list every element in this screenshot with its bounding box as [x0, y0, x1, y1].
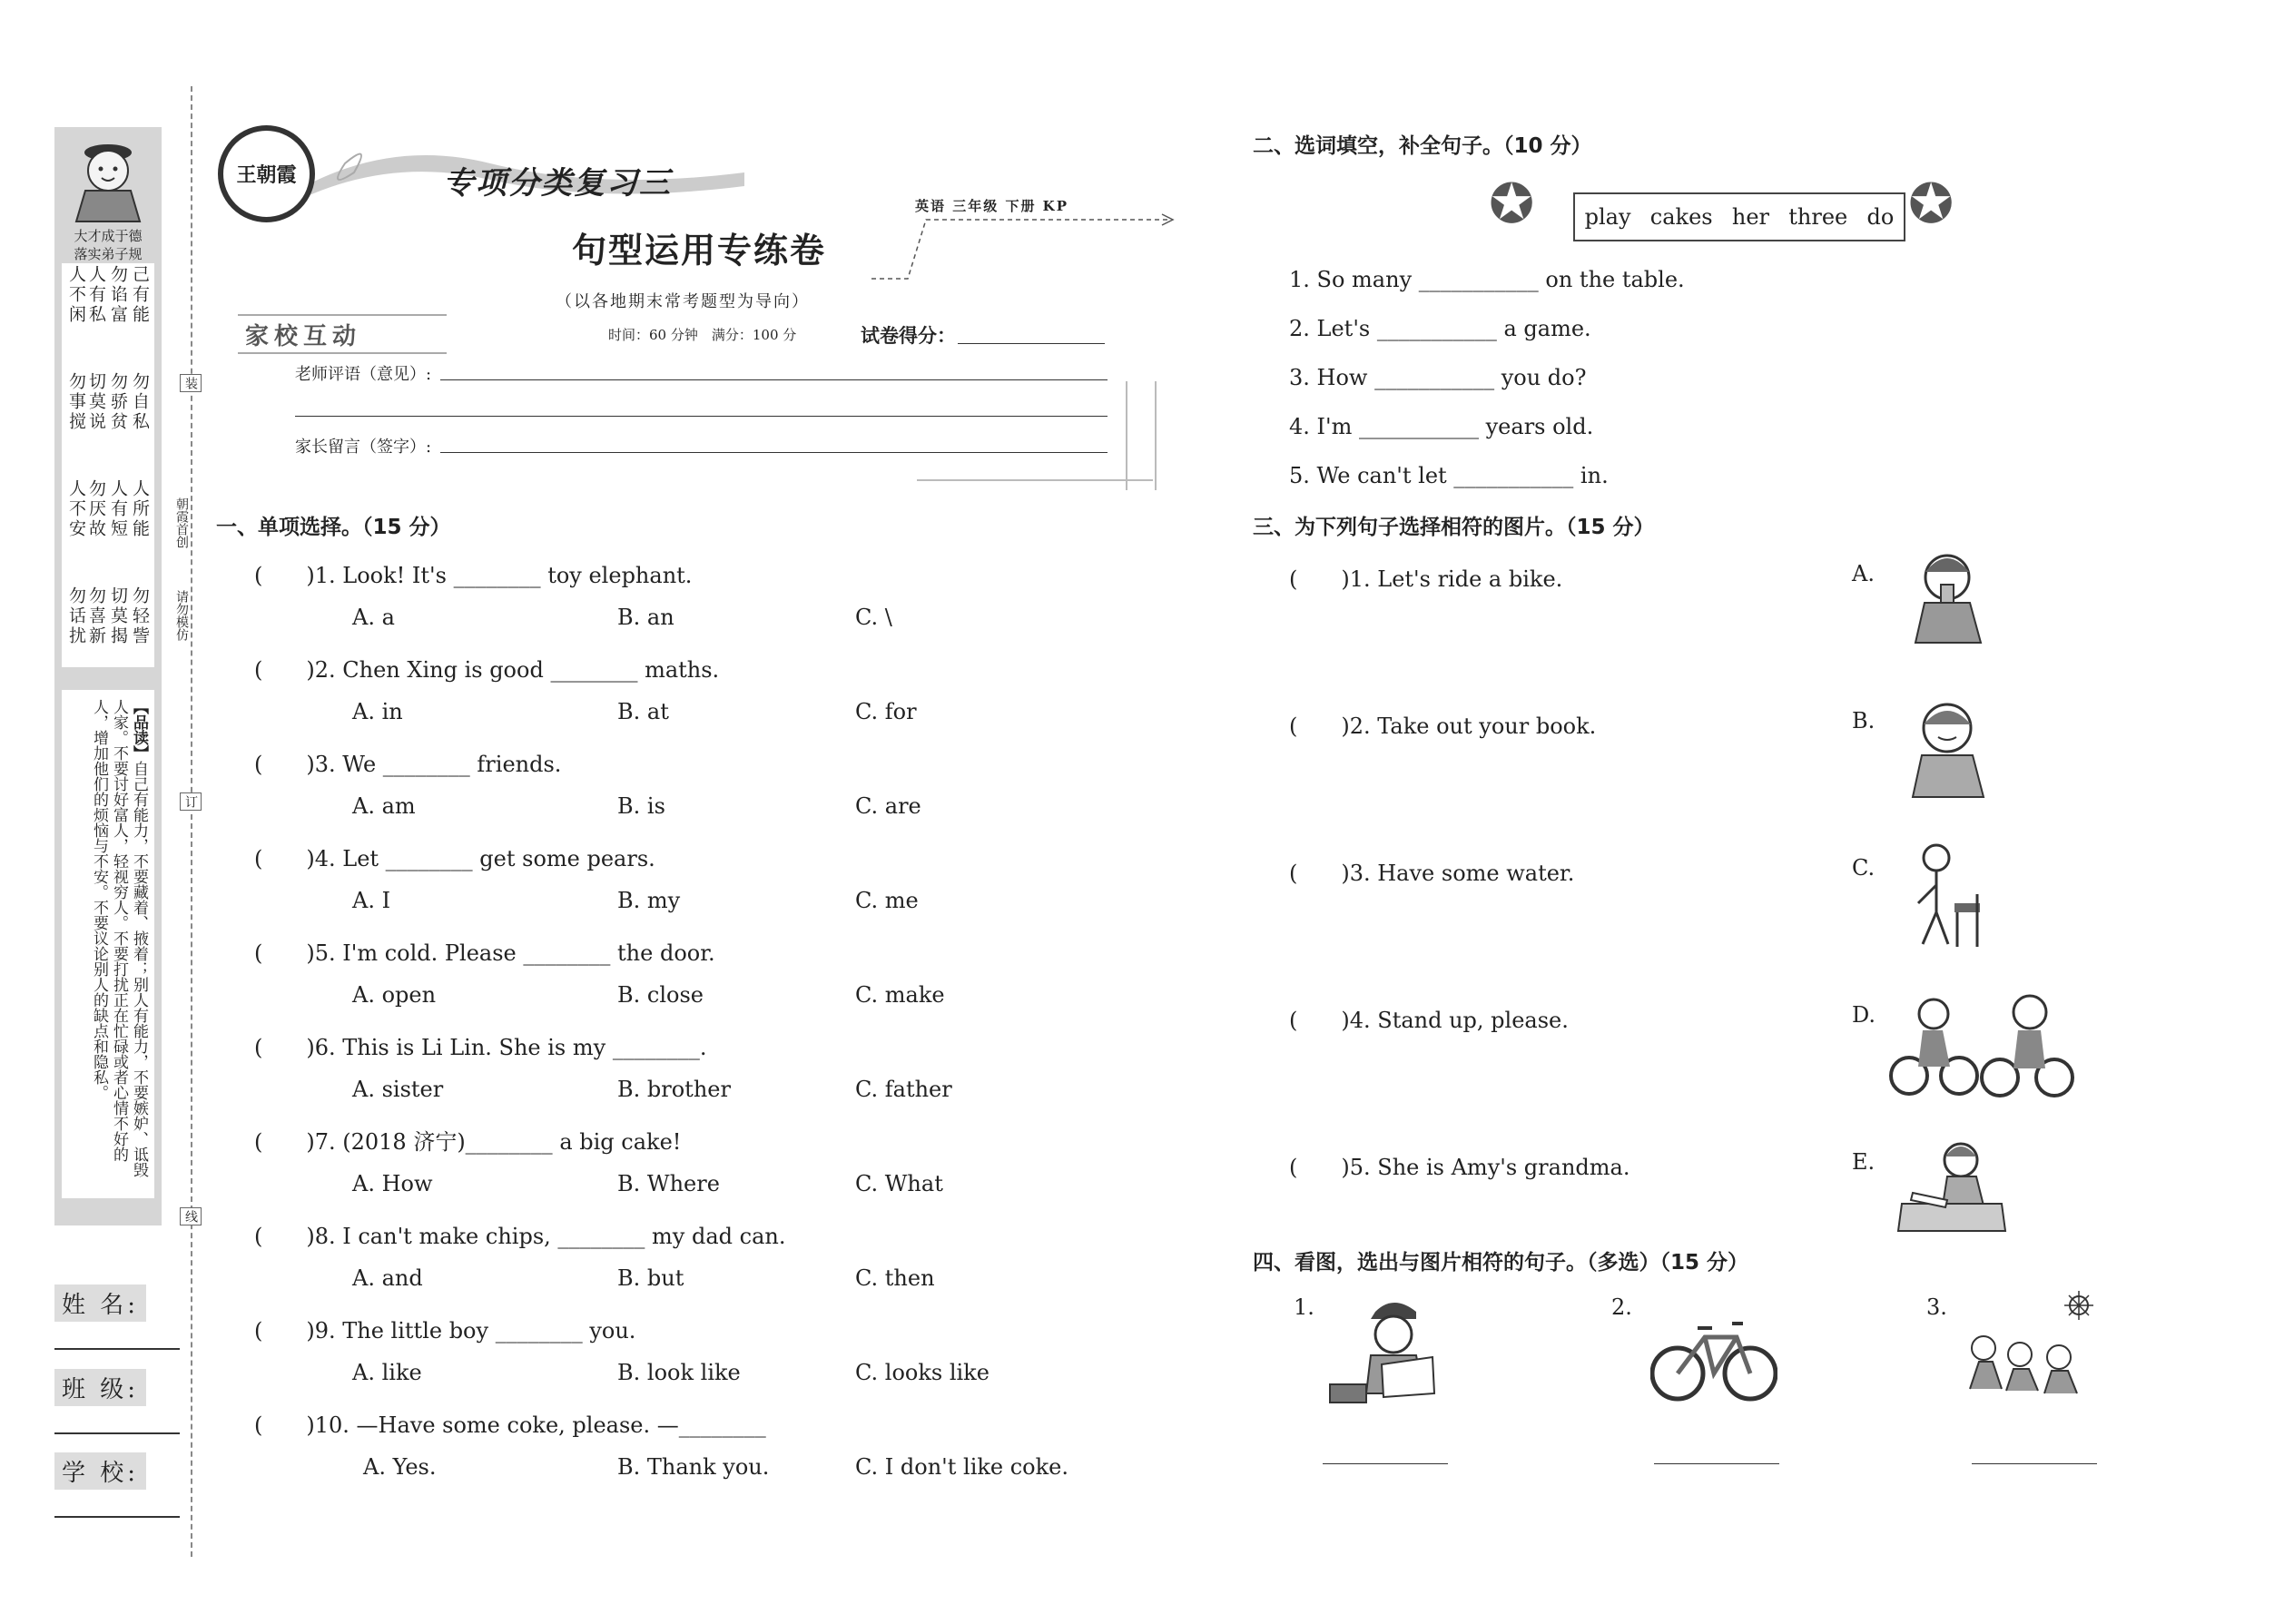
option[interactable]: B. Where	[617, 1171, 720, 1196]
bicycle-picture	[1650, 1305, 1777, 1405]
option[interactable]: C. looks like	[855, 1360, 989, 1385]
question-stem: ( )2. Chen Xing is good ________ maths.	[254, 657, 720, 683]
option[interactable]: B. at	[617, 699, 669, 724]
option[interactable]: A. and	[352, 1265, 423, 1291]
motto-col: 人不闲	[66, 265, 86, 325]
picture-number: 2.	[1611, 1294, 1632, 1320]
option[interactable]: A. I	[352, 888, 391, 913]
word-bank	[1573, 192, 1905, 241]
cut-line	[191, 86, 192, 1557]
parent-note-label: 家长留言（签字）:	[295, 438, 432, 457]
option[interactable]: A. How	[352, 1171, 433, 1196]
cut-label: 装	[180, 374, 202, 392]
star-icon: ✪	[1908, 172, 1954, 236]
option[interactable]: B. brother	[617, 1077, 731, 1102]
motto-col: 勿话扰	[66, 586, 86, 646]
answer-line[interactable]	[1323, 1463, 1448, 1464]
option[interactable]: C. father	[855, 1077, 952, 1102]
motto-col: 勿自私	[130, 372, 150, 432]
grade-tags: 英语 三年级 下册 KP	[915, 198, 1068, 214]
girl-with-book-picture	[1893, 1133, 2011, 1237]
match-sentence[interactable]: ( )1. Let's ride a bike.	[1289, 566, 1563, 592]
picture-letter: D.	[1852, 1002, 1876, 1028]
question-stem: ( )9. The little boy ________ you.	[254, 1318, 636, 1343]
motto-line: 大才成于德	[74, 228, 143, 244]
name-label: 姓 名:	[54, 1284, 146, 1322]
question-stem: ( )3. We ________ friends.	[254, 752, 562, 777]
answer-line[interactable]	[1972, 1463, 2097, 1464]
score-line[interactable]	[958, 343, 1105, 344]
decor-lines	[1126, 381, 1157, 490]
option[interactable]: B. but	[617, 1265, 684, 1291]
option[interactable]: B. an	[617, 605, 674, 630]
fill-sentence[interactable]: 1. So many ___________ on the table.	[1289, 267, 1685, 292]
time-score-info: 时间：60 分钟 满分：100 分	[608, 327, 797, 343]
side-note-line: 请勿模仿	[174, 590, 189, 641]
picture-letter: C.	[1852, 855, 1876, 881]
match-sentence[interactable]: ( )3. Have some water.	[1289, 861, 1575, 886]
cut-label: 线	[180, 1207, 202, 1225]
fill-sentence[interactable]: 3. How ___________ you do?	[1289, 365, 1587, 390]
option[interactable]: C. What	[855, 1171, 943, 1196]
answer-line[interactable]	[1654, 1463, 1779, 1464]
parent-note-line[interactable]	[440, 452, 1108, 453]
option[interactable]: A. a	[352, 605, 395, 630]
match-sentence[interactable]: ( )2. Take out your book.	[1289, 714, 1597, 739]
option[interactable]: A. open	[352, 982, 437, 1008]
option[interactable]: A. sister	[352, 1077, 444, 1102]
motto-col: 勿谄富	[108, 265, 128, 325]
option[interactable]: C. \	[855, 605, 892, 630]
picture-number: 3.	[1926, 1294, 1947, 1320]
motto-col: 勿厌故	[86, 479, 106, 539]
option[interactable]: B. look like	[617, 1360, 741, 1385]
option[interactable]: C. for	[855, 699, 917, 724]
publisher-logo	[218, 125, 315, 222]
option[interactable]: C. I don't like coke.	[855, 1454, 1069, 1480]
match-sentence[interactable]: ( )5. She is Amy's grandma.	[1289, 1155, 1630, 1180]
reading-text	[69, 699, 149, 1189]
score-label: 试卷得分：	[861, 324, 956, 347]
fill-sentence[interactable]: 4. I'm ___________ years old.	[1289, 414, 1594, 439]
girl-drinking-picture	[1897, 545, 1997, 645]
word-bank-item: three	[1788, 204, 1848, 230]
side-note	[174, 497, 189, 548]
question-stem: ( )8. I can't make chips, ________ my dad can.	[254, 1224, 786, 1249]
question-stem: ( )6. This is Li Lin. She is my ________.	[254, 1035, 707, 1060]
motto-col: 勿事搅	[66, 372, 86, 432]
side-note	[174, 590, 189, 641]
question-stem: ( )4. Let ________ get some pears.	[254, 846, 655, 871]
match-sentence[interactable]: ( )4. Stand up, please.	[1289, 1008, 1569, 1033]
motto-col: 切莫说	[86, 372, 106, 432]
option[interactable]: C. make	[855, 982, 945, 1008]
picture-letter: A.	[1852, 561, 1875, 586]
word-bank-item: play	[1584, 204, 1631, 230]
option[interactable]: A. like	[352, 1360, 422, 1385]
section2-title: 二、选词填空，补全句子。（10 分）	[1253, 134, 1592, 158]
grandma-picture	[1902, 692, 1993, 799]
class-line[interactable]	[54, 1432, 180, 1434]
motto-col: 人有私	[86, 265, 106, 325]
section3-title: 三、为下列句子选择相符的图片。（15 分）	[1253, 516, 1655, 539]
paper-title: 句型运用专练卷	[572, 230, 827, 271]
boy-standing-picture	[1905, 840, 1986, 953]
word-bank-item: do	[1866, 204, 1895, 230]
option[interactable]: B. close	[617, 982, 704, 1008]
picture-number: 1.	[1294, 1294, 1314, 1320]
boy-mascot-icon	[65, 134, 151, 223]
motto-col: 切莫揭	[108, 586, 128, 646]
motto-line: 落实弟子规	[74, 246, 143, 262]
motto-col: 勿轻訾	[130, 586, 150, 646]
class-label: 班 级:	[54, 1369, 146, 1406]
logo-text: 王朝霞	[236, 163, 297, 187]
motto-col: 人不安	[66, 479, 86, 539]
header-dashed-line	[871, 211, 1180, 283]
teacher-comment-line[interactable]	[295, 416, 1108, 417]
motto-col: 己有能	[130, 265, 150, 325]
section1-title: 一、单项选择。（15 分）	[216, 516, 451, 539]
option[interactable]: C. are	[855, 793, 921, 819]
reading-body: 自己有能力，不要藏着、掖着；别人有能力，不要嫉妒、诋毁人家。不要讨好富人，轻视穷人。不要打扰正在忙碌或者心情不好的人，增加他们的烦恼与不安。不要议论别人的缺点和隐私。	[90, 699, 148, 1177]
kids-playing-picture	[1952, 1289, 2115, 1407]
fill-sentence[interactable]: 2. Let's ___________ a game.	[1289, 316, 1591, 341]
option[interactable]: B. my	[617, 888, 681, 913]
option[interactable]: A. Yes.	[363, 1454, 437, 1480]
motto-columns	[67, 265, 153, 664]
cut-label: 订	[180, 792, 202, 811]
kids-riding-bikes-picture	[1886, 994, 2086, 1098]
motto-col: 勿喜新	[86, 586, 106, 646]
motto-col: 人有短	[108, 479, 128, 539]
section4-title: 四、看图，选出与图片相符的句子。（多选）（15 分）	[1253, 1251, 1749, 1275]
series-title: 专项分类复习三	[443, 165, 672, 202]
word-bank-item: her	[1731, 204, 1770, 230]
reading-label: 【品读】	[130, 699, 148, 761]
question-stem: ( )7. (2018 济宁)________ a big cake!	[254, 1129, 682, 1155]
side-note-line: 朝霞首创	[174, 497, 189, 548]
boy-reading-picture	[1325, 1294, 1452, 1412]
motto-col: 勿骄贫	[108, 372, 128, 432]
question-stem: ( )5. I'm cold. Please ________ the door.	[254, 940, 715, 966]
option[interactable]: A. in	[352, 699, 403, 724]
picture-letter: E.	[1852, 1149, 1876, 1175]
option[interactable]: C. then	[855, 1265, 935, 1291]
option[interactable]: C. me	[855, 888, 919, 913]
option[interactable]: B. is	[617, 793, 665, 819]
interaction-title: 家校互动	[245, 323, 362, 350]
word-bank-item: cakes	[1649, 204, 1713, 230]
star-icon: ✪	[1489, 172, 1535, 236]
picture-letter: B.	[1852, 708, 1876, 733]
school-label: 学 校:	[54, 1452, 146, 1490]
question-stem: ( )10. —Have some coke, please. —________	[254, 1412, 766, 1438]
name-line[interactable]	[54, 1348, 180, 1350]
fill-sentence[interactable]: 5. We can't let ___________ in.	[1289, 463, 1609, 488]
teacher-comment-line[interactable]	[440, 379, 1108, 380]
motto-top	[60, 227, 156, 263]
option[interactable]: B. Thank you.	[617, 1454, 770, 1480]
option[interactable]: A. am	[352, 793, 416, 819]
teacher-comment-label: 老师评语（意见）:	[295, 365, 432, 384]
paper-subtitle: （以各地期末常考题型为导向）	[556, 292, 810, 311]
school-line[interactable]	[54, 1516, 180, 1518]
motto-col: 人所能	[130, 479, 150, 539]
question-stem: ( )1. Look! It's ________ toy elephant.	[254, 563, 693, 588]
decor-lines	[917, 479, 1153, 481]
